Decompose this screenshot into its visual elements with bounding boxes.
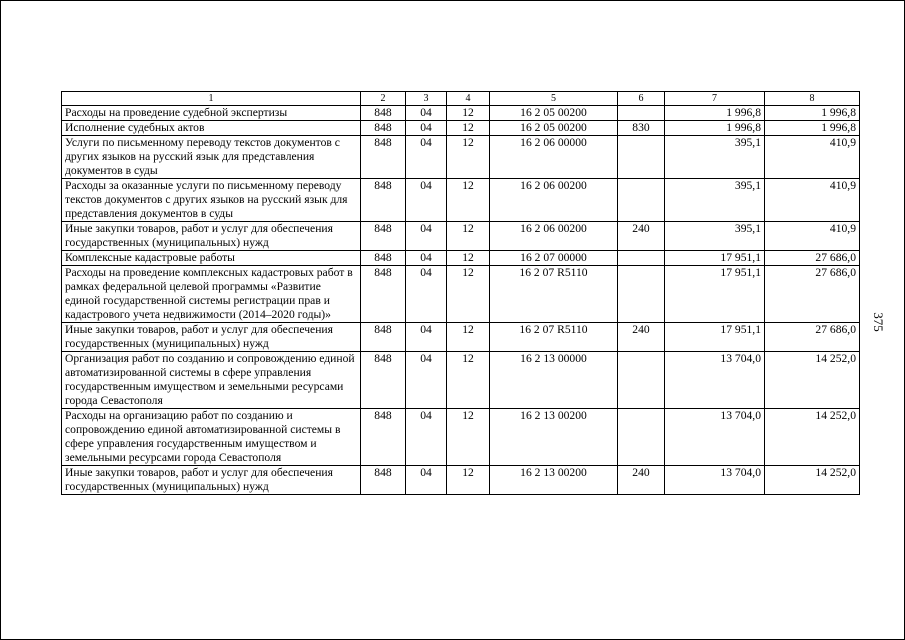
row-code-cell: 848 [361,409,406,466]
row-target-item-cell: 16 2 07 R5110 [490,323,618,352]
row-expense-type-cell [618,251,665,266]
row-section-cell: 04 [406,106,447,121]
row-subsection-cell: 12 [447,466,490,495]
table-row [62,266,860,323]
table-row [62,352,860,409]
row-amount-col8-cell: 1 996,8 [765,121,860,136]
row-amount-col7-cell: 17 951,1 [665,266,765,323]
row-subsection-cell: 12 [447,121,490,136]
row-amount-col7-cell: 13 704,0 [665,409,765,466]
row-section-cell: 04 [406,409,447,466]
row-amount-col8-cell: 14 252,0 [765,466,860,495]
row-target-item-cell: 16 2 06 00200 [490,222,618,251]
row-target-item-cell: 16 2 13 00000 [490,352,618,409]
row-amount-col8-cell: 1 996,8 [765,106,860,121]
row-subsection-cell: 12 [447,323,490,352]
row-amount-col7-cell: 17 951,1 [665,251,765,266]
row-amount-col7-cell: 17 951,1 [665,323,765,352]
row-expense-type-cell: 240 [618,323,665,352]
row-expense-type-cell [618,266,665,323]
row-amount-col8-cell: 14 252,0 [765,409,860,466]
row-amount-col7-cell: 395,1 [665,222,765,251]
row-target-item-cell: 16 2 07 00000 [490,251,618,266]
row-section-cell: 04 [406,121,447,136]
row-expense-type-cell: 240 [618,466,665,495]
row-target-item-cell: 16 2 06 00200 [490,179,618,222]
row-name-cell: Иные закупки товаров, работ и услуг для обеспечения государственных (муниципальных) нужд [62,323,361,352]
row-target-item-cell: 16 2 06 00000 [490,136,618,179]
row-name-cell: Услуги по письменному переводу текстов документов с других языков на русский язык для представления документов в суды [62,136,361,179]
row-subsection-cell: 12 [447,222,490,251]
row-code-cell: 848 [361,466,406,495]
row-target-item-cell: 16 2 07 R5110 [490,266,618,323]
row-code-cell: 848 [361,121,406,136]
row-section-cell: 04 [406,179,447,222]
header-cell-7: 7 [665,92,765,106]
row-subsection-cell: 12 [447,251,490,266]
row-amount-col8-cell: 27 686,0 [765,251,860,266]
row-amount-col8-cell: 27 686,0 [765,266,860,323]
row-name-cell: Иные закупки товаров, работ и услуг для обеспечения государственных (муниципальных) нужд [62,222,361,251]
row-target-item-cell: 16 2 13 00200 [490,466,618,495]
row-subsection-cell: 12 [447,179,490,222]
row-subsection-cell: 12 [447,266,490,323]
header-cell-2: 2 [361,92,406,106]
table-row [62,222,860,251]
row-code-cell: 848 [361,251,406,266]
header-cell-3: 3 [406,92,447,106]
row-code-cell: 848 [361,106,406,121]
header-cell-5: 5 [490,92,618,106]
row-section-cell: 04 [406,323,447,352]
table-row [62,179,860,222]
table-row [62,136,860,179]
row-amount-col8-cell: 410,9 [765,136,860,179]
row-amount-col7-cell: 395,1 [665,136,765,179]
row-name-cell: Комплексные кадастровые работы [62,251,361,266]
row-expense-type-cell [618,179,665,222]
row-section-cell: 04 [406,136,447,179]
row-expense-type-cell [618,106,665,121]
row-code-cell: 848 [361,352,406,409]
row-name-cell: Иные закупки товаров, работ и услуг для обеспечения государственных (муниципальных) нужд [62,466,361,495]
page-number: 375 [871,312,886,332]
row-section-cell: 04 [406,266,447,323]
header-cell-6: 6 [618,92,665,106]
table-row [62,121,860,136]
budget-table [61,91,860,495]
row-amount-col7-cell: 13 704,0 [665,466,765,495]
row-name-cell: Расходы за оказанные услуги по письменному переводу текстов документов с других языков на русский язык для представления документов в суды [62,179,361,222]
row-section-cell: 04 [406,352,447,409]
table-row [62,466,860,495]
row-expense-type-cell [618,136,665,179]
row-section-cell: 04 [406,251,447,266]
row-name-cell: Исполнение судебных актов [62,121,361,136]
table-row [62,106,860,121]
row-section-cell: 04 [406,466,447,495]
table-row [62,323,860,352]
row-subsection-cell: 12 [447,409,490,466]
table-header-row [62,92,860,106]
row-target-item-cell: 16 2 05 00200 [490,106,618,121]
row-section-cell: 04 [406,222,447,251]
row-name-cell: Расходы на организацию работ по созданию и сопровождению единой автоматизированной системы в сфере управления государственным имуществом и земельными ресурсами города Севастополя [62,409,361,466]
row-subsection-cell: 12 [447,136,490,179]
row-amount-col8-cell: 410,9 [765,222,860,251]
row-amount-col7-cell: 1 996,8 [665,106,765,121]
row-amount-col8-cell: 27 686,0 [765,323,860,352]
row-name-cell: Расходы на проведение судебной экспертизы [62,106,361,121]
row-expense-type-cell: 240 [618,222,665,251]
header-cell-4: 4 [447,92,490,106]
row-expense-type-cell [618,352,665,409]
header-cell-8: 8 [765,92,860,106]
row-amount-col7-cell: 1 996,8 [665,121,765,136]
row-expense-type-cell [618,409,665,466]
row-code-cell: 848 [361,136,406,179]
row-code-cell: 848 [361,179,406,222]
row-name-cell: Расходы на проведение комплексных кадастровых работ в рамках федеральной целевой программы «Развитие единой государственной системы регистрации прав и кадастрового учета недвижимости (2014–2020 годы)» [62,266,361,323]
row-subsection-cell: 12 [447,106,490,121]
row-amount-col7-cell: 395,1 [665,179,765,222]
row-amount-col7-cell: 13 704,0 [665,352,765,409]
table-row [62,251,860,266]
row-target-item-cell: 16 2 05 00200 [490,121,618,136]
row-amount-col8-cell: 14 252,0 [765,352,860,409]
header-cell-1: 1 [62,92,361,106]
table-row [62,409,860,466]
row-target-item-cell: 16 2 13 00200 [490,409,618,466]
row-code-cell: 848 [361,323,406,352]
row-expense-type-cell: 830 [618,121,665,136]
row-code-cell: 848 [361,222,406,251]
row-code-cell: 848 [361,266,406,323]
row-subsection-cell: 12 [447,352,490,409]
row-name-cell: Организация работ по созданию и сопровождению единой автоматизированной системы в сфере управления государственным имуществом и земельными ресурсами города Севастополя [62,352,361,409]
row-amount-col8-cell: 410,9 [765,179,860,222]
